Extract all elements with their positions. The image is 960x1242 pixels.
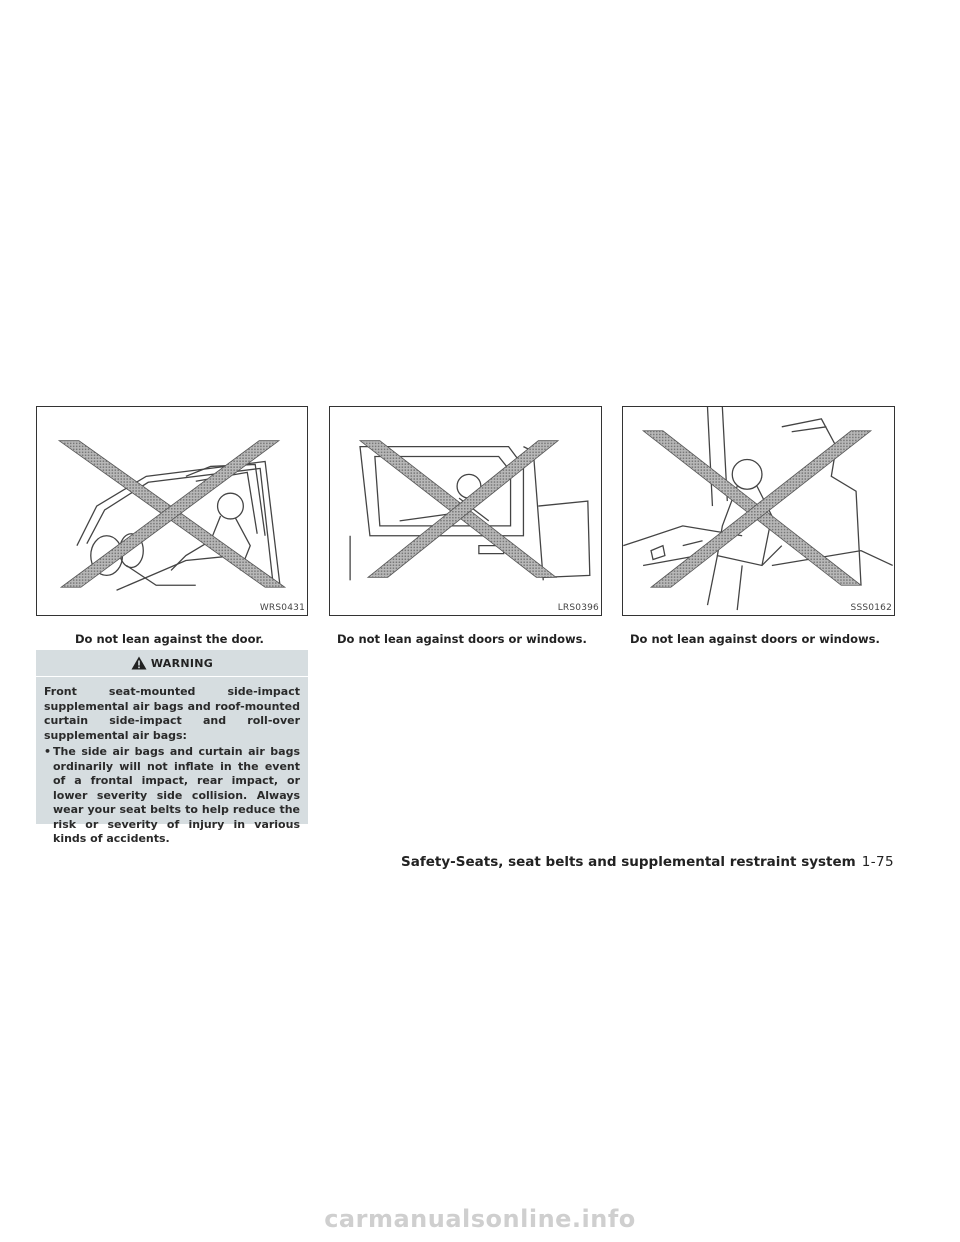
bullet-marker: • (44, 745, 52, 758)
figure-id: LRS0396 (557, 603, 599, 613)
figure-seated-passenger (622, 406, 895, 616)
warning-intro: Front seat-mounted side-impact supplemental air bags and roof-mounted curtain side-impact and roll-over supplemental air bags: (44, 685, 300, 742)
figure-rear-window (329, 406, 602, 616)
figure-caption: Do not lean against doors or windows. (630, 632, 880, 646)
page-footer (401, 853, 894, 871)
page-number: 1-75 (861, 854, 894, 870)
warning-triangle-icon (131, 656, 147, 670)
figure-id: SSS0162 (850, 603, 892, 613)
warning-list-item (44, 745, 300, 847)
illustration-passenger-leaning-pillar (623, 407, 894, 615)
warning-item-text: The side air bags and curtain air bags ordinarily will not inflate in the event of a frontal impact, rear impact, or lower severity side collision. Always wear your seat belts to help reduce the risk or severity of injury in various kinds of accidents. (53, 745, 300, 845)
warning-divider (36, 676, 308, 677)
warning-header (44, 650, 300, 676)
figure-caption: Do not lean against the door. (75, 632, 264, 646)
watermark: carmanualsonline.info (324, 1205, 636, 1233)
section-title: Safety-Seats, seat belts and supplemental restraint system (401, 854, 856, 870)
illustration-driver-leaning-door (37, 407, 307, 615)
figure-driver-door (36, 406, 308, 616)
figure-caption: Do not lean against doors or windows. (337, 632, 587, 646)
warning-box (36, 650, 308, 845)
figure-id: WRS0431 (259, 603, 305, 613)
illustration-passenger-leaning-window (330, 407, 601, 615)
warning-title: WARNING (150, 656, 214, 670)
